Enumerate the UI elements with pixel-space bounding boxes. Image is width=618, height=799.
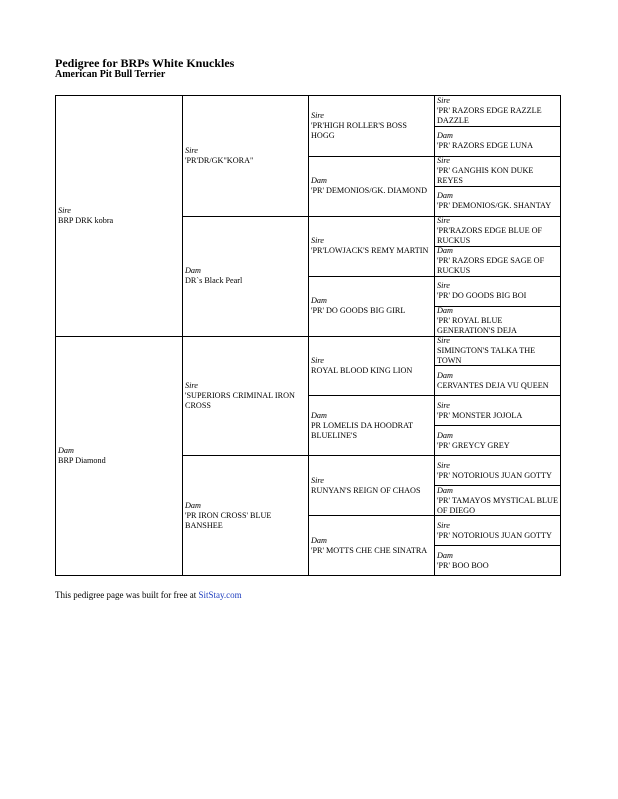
breed-subtitle: American Pit Bull Terrier bbox=[55, 69, 166, 80]
ancestor-name: 'PR'RAZORS EDGE BLUE OF RUCKUS bbox=[437, 226, 543, 246]
gen4-sire-cell bbox=[434, 216, 560, 246]
gen4-sire-cell bbox=[434, 395, 560, 425]
ancestor-name: 'PR' NOTORIOUS JUAN GOTTY bbox=[437, 470, 552, 480]
ancestor-name: 'PR' DEMONIOS/GK. DIAMOND bbox=[311, 186, 427, 196]
ancestor-role: Dam bbox=[437, 191, 453, 201]
generation-1-column bbox=[56, 96, 182, 575]
ancestor-role: Dam bbox=[311, 535, 327, 545]
ancestor-name: 'PR' DO GOODS BIG GIRL bbox=[311, 306, 406, 316]
footer-note bbox=[55, 590, 242, 600]
ancestor-entry bbox=[437, 486, 558, 515]
ancestor-entry bbox=[437, 551, 558, 571]
ancestor-name: 'SUPERIORS CRIMINAL IRON CROSS bbox=[185, 390, 295, 410]
gen4-sire-cell bbox=[434, 96, 560, 126]
ancestor-name: 'PR' ROYAL BLUE GENERATION'S DEJA bbox=[437, 316, 517, 336]
gen3-sire-cell bbox=[308, 336, 434, 396]
ancestor-name: BRP DRK kobra bbox=[58, 215, 114, 225]
ancestor-name: 'PR' NOTORIOUS JUAN GOTTY bbox=[437, 530, 552, 540]
ancestor-role: Sire bbox=[437, 96, 450, 105]
ancestor-name: 'PR'DR/GK"KORA" bbox=[185, 155, 254, 165]
ancestor-name: BRP Diamond bbox=[58, 455, 106, 465]
ancestor-name: SIMINGTON'S TALKA THE TOWN bbox=[437, 345, 536, 365]
ancestor-role: Sire bbox=[437, 520, 450, 530]
ancestor-entry bbox=[58, 206, 180, 226]
ancestor-role: Sire bbox=[185, 145, 198, 155]
ancestor-role: Dam bbox=[311, 296, 327, 306]
ancestor-entry bbox=[437, 96, 558, 126]
ancestor-entry bbox=[311, 176, 432, 196]
gen1-dam-cell bbox=[56, 336, 182, 576]
gen4-dam-cell bbox=[434, 246, 560, 276]
ancestor-role: Dam bbox=[185, 500, 201, 510]
ancestor-entry bbox=[437, 336, 558, 365]
ancestor-entry bbox=[311, 356, 432, 376]
ancestor-name: 'PR' DO GOODS BIG BOI bbox=[437, 291, 527, 301]
generation-2-column bbox=[182, 96, 308, 575]
ancestor-entry bbox=[437, 371, 558, 391]
pedigree-chart bbox=[55, 95, 561, 576]
ancestor-entry bbox=[311, 296, 432, 316]
ancestor-name: RUNYAN'S REIGN OF CHAOS bbox=[311, 485, 421, 495]
gen1-sire-cell bbox=[56, 96, 182, 336]
ancestor-role: Dam bbox=[437, 246, 453, 256]
ancestor-name: 'PR'LOWJACK'S REMY MARTIN bbox=[311, 246, 429, 256]
ancestor-entry bbox=[311, 411, 432, 441]
gen4-sire-cell bbox=[434, 156, 560, 186]
ancestor-name: CERVANTES DEJA VU QUEEN bbox=[437, 380, 549, 390]
ancestor-entry bbox=[437, 431, 558, 451]
ancestor-role: Dam bbox=[311, 410, 327, 420]
ancestor-name: 'PR' DEMONIOS/GK. SHANTAY bbox=[437, 201, 552, 211]
ancestor-role: Dam bbox=[437, 550, 453, 560]
gen4-dam-cell bbox=[434, 126, 560, 156]
ancestor-entry bbox=[437, 281, 558, 301]
ancestor-role: Sire bbox=[437, 216, 450, 226]
ancestor-name: 'PR' BOO BOO bbox=[437, 560, 489, 570]
ancestor-role: Sire bbox=[437, 460, 450, 470]
ancestor-entry bbox=[185, 146, 306, 166]
ancestor-role: Dam bbox=[311, 176, 327, 186]
gen4-sire-cell bbox=[434, 276, 560, 306]
gen2-sire-cell bbox=[182, 336, 308, 456]
ancestor-name: 'PR' GANGHIS KON DUKE REYES bbox=[437, 166, 534, 186]
ancestor-entry bbox=[437, 131, 558, 151]
ancestor-entry bbox=[437, 216, 558, 245]
ancestor-role: Dam bbox=[437, 485, 453, 495]
ancestor-name: 'PR' RAZORS EDGE RAZZLE DAZZLE bbox=[437, 105, 542, 125]
gen4-dam-cell bbox=[434, 485, 560, 515]
ancestor-role: Dam bbox=[185, 266, 201, 276]
ancestor-name: 'PR' MOTTS CHE CHE SINATRA bbox=[311, 545, 428, 555]
ancestor-entry bbox=[311, 476, 432, 496]
ancestor-entry bbox=[437, 191, 558, 211]
gen3-dam-cell bbox=[308, 395, 434, 455]
ancestor-name: 'PR'HIGH ROLLER'S BOSS HOGG bbox=[311, 120, 407, 140]
ancestor-name: 'PR' GREYCY GREY bbox=[437, 440, 510, 450]
ancestor-role: Sire bbox=[437, 281, 450, 291]
ancestor-role: Sire bbox=[437, 400, 450, 410]
page-title: Pedigree for BRPs White Knuckles bbox=[55, 56, 235, 70]
gen2-dam-cell bbox=[182, 455, 308, 575]
ancestor-role: Sire bbox=[311, 236, 324, 246]
ancestor-role: Dam bbox=[437, 131, 453, 141]
generation-4-column bbox=[434, 96, 560, 575]
ancestor-name: 'PR IRON CROSS' BLUE BANSHEE bbox=[185, 510, 272, 530]
ancestor-name: 'PR' RAZORS EDGE SAGE OF RUCKUS bbox=[437, 256, 545, 276]
gen4-sire-cell bbox=[434, 515, 560, 545]
ancestor-entry bbox=[311, 111, 432, 141]
ancestor-role: Sire bbox=[311, 475, 324, 485]
gen4-dam-cell bbox=[434, 545, 560, 575]
gen4-sire-cell bbox=[434, 336, 560, 366]
ancestor-entry bbox=[311, 536, 432, 556]
ancestor-role: Sire bbox=[58, 205, 71, 215]
gen3-sire-cell bbox=[308, 216, 434, 276]
ancestor-role: Sire bbox=[437, 335, 450, 345]
ancestor-entry bbox=[185, 266, 306, 286]
ancestor-entry bbox=[185, 381, 306, 411]
ancestor-name: ROYAL BLOOD KING LION bbox=[311, 365, 413, 375]
ancestor-entry bbox=[437, 156, 558, 185]
ancestor-role: Sire bbox=[311, 355, 324, 365]
generation-3-column bbox=[308, 96, 434, 575]
ancestor-entry bbox=[437, 306, 558, 335]
gen3-dam-cell bbox=[308, 276, 434, 336]
gen3-dam-cell bbox=[308, 156, 434, 216]
ancestor-entry bbox=[185, 501, 306, 531]
ancestor-entry bbox=[437, 401, 558, 421]
gen4-dam-cell bbox=[434, 365, 560, 395]
ancestor-role: Dam bbox=[437, 306, 453, 316]
gen4-dam-cell bbox=[434, 306, 560, 336]
gen4-sire-cell bbox=[434, 455, 560, 485]
footer-text: This pedigree page was built for free at bbox=[55, 590, 199, 600]
gen3-sire-cell bbox=[308, 96, 434, 156]
gen3-dam-cell bbox=[308, 515, 434, 575]
ancestor-name: 'PR' TAMAYOS MYSTICAL BLUE OF DIEGO bbox=[437, 495, 558, 515]
gen2-dam-cell bbox=[182, 216, 308, 336]
ancestor-entry bbox=[437, 246, 558, 275]
ancestor-role: Dam bbox=[58, 445, 74, 455]
ancestor-role: Dam bbox=[437, 370, 453, 380]
gen4-dam-cell bbox=[434, 425, 560, 455]
ancestor-name: 'PR' MONSTER JOJOLA bbox=[437, 410, 523, 420]
ancestor-name: DR`s Black Pearl bbox=[185, 276, 243, 286]
ancestor-role: Sire bbox=[437, 156, 450, 166]
ancestor-name: 'PR' RAZORS EDGE LUNA bbox=[437, 141, 533, 151]
ancestor-entry bbox=[437, 521, 558, 541]
ancestor-entry bbox=[437, 461, 558, 481]
ancestor-name: PR LOMELIS DA HOODRAT BLUELINE'S bbox=[311, 420, 413, 440]
ancestor-role: Dam bbox=[437, 430, 453, 440]
gen4-dam-cell bbox=[434, 186, 560, 216]
ancestor-role: Sire bbox=[311, 110, 324, 120]
ancestor-entry bbox=[311, 236, 432, 256]
sitstay-link[interactable]: SitStay.com bbox=[198, 590, 242, 600]
ancestor-role: Sire bbox=[185, 380, 198, 390]
gen3-sire-cell bbox=[308, 455, 434, 515]
gen2-sire-cell bbox=[182, 96, 308, 216]
ancestor-entry bbox=[58, 446, 180, 466]
